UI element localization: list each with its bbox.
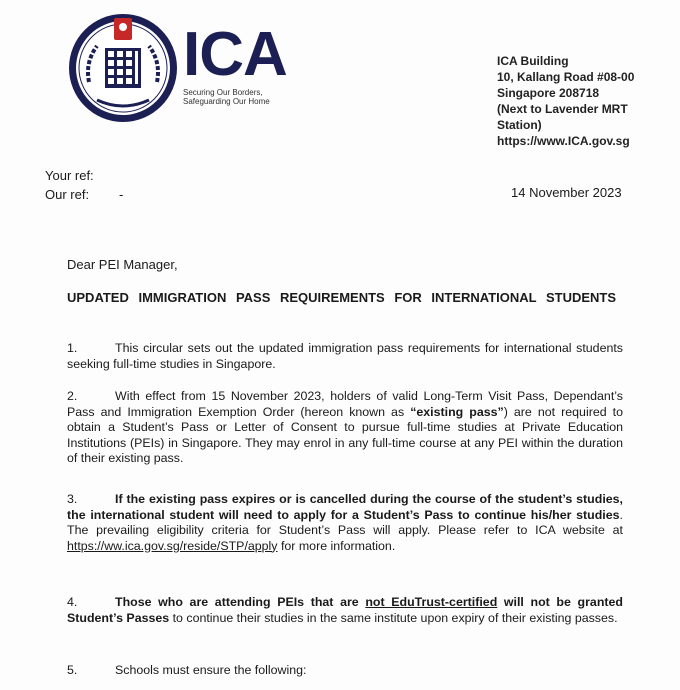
paragraph-bold: will not be granted Student’s Passes	[67, 595, 623, 625]
our-ref-value: -	[119, 187, 124, 202]
paragraph-2	[67, 389, 623, 467]
your-ref-label: Your ref:	[45, 168, 94, 183]
brand-block	[183, 20, 287, 106]
paragraph-text: This circular sets out the updated immigration pass requirements for international students seeking full-time studies in Singapore.	[67, 341, 623, 371]
letter-date: 14 November 2023	[511, 185, 622, 200]
paragraph-number: 1.	[67, 341, 78, 355]
stp-apply-link[interactable]: https://ww.ica.gov.sg/reside/STP/apply	[67, 538, 278, 553]
address-line: 10, Kallang Road #08-00	[497, 70, 635, 84]
tagline-line: Securing Our Borders,	[183, 88, 263, 97]
paragraph-number: 3.	[67, 492, 78, 506]
paragraph-bold: Those who are attending PEIs that are	[115, 595, 366, 609]
salutation: Dear PEI Manager,	[67, 257, 178, 272]
sender-address	[497, 53, 634, 149]
paragraph-5	[67, 663, 623, 679]
paragraph-text: . The prevailing eligibility criteria for Student’s Pass will apply. Please refer to ICA website at	[67, 507, 623, 537]
reference-block	[45, 166, 123, 204]
address-website[interactable]: https://www.ICA.gov.sg	[497, 134, 630, 148]
paragraph-text: With effect from 15 November 2023, holders of valid Long-Term Visit Pass, Dependant’s Pass and Immigration Exemption Order (hereon known as	[67, 389, 623, 419]
brand-tagline	[183, 88, 287, 106]
address-line: Station)	[497, 118, 542, 132]
address-line: Singapore 208718	[497, 86, 600, 100]
paragraph-bold: “existing pass”	[410, 404, 504, 419]
paragraph-3	[67, 492, 623, 554]
paragraph-text: for more information.	[277, 538, 396, 553]
paragraph-number: 4.	[67, 595, 78, 609]
address-line: (Next to Lavender MRT	[497, 102, 628, 116]
paragraph-bold-underline: not EduTrust-certified	[365, 595, 498, 609]
ica-seal-icon	[67, 12, 179, 124]
paragraph-bold: If the existing pass expires or is cancelled during the course of the student’s studies, the international student will need to apply for a Student’s Pass to continue his/her studies	[67, 492, 623, 522]
address-line: ICA Building	[497, 54, 569, 68]
paragraph-4	[67, 595, 623, 626]
our-ref-label: Our ref:	[45, 187, 90, 202]
brand-logo-text: ICA	[183, 20, 287, 89]
paragraph-number: 2.	[67, 389, 78, 403]
paragraph-text: to continue their studies in the same institute upon expiry of their existing passes.	[169, 610, 618, 625]
subject-heading: UPDATED IMMIGRATION PASS REQUIREMENTS FOR INTERNATIONAL STUDENTS	[67, 290, 617, 305]
paragraph-number: 5.	[67, 663, 78, 677]
tagline-line: Safeguarding Our Home	[183, 97, 270, 106]
paragraph-1	[67, 341, 623, 372]
paragraph-text: ) are not required to obtain a Student’s Pass or Letter of Consent to pursue full-time studies at Private Education Institutions (PEIs) in Singapore. They may enrol in any full-time course at any PEI within the duration of their existing pass.	[67, 404, 623, 465]
paragraph-text: Schools must ensure the following:	[115, 663, 307, 677]
